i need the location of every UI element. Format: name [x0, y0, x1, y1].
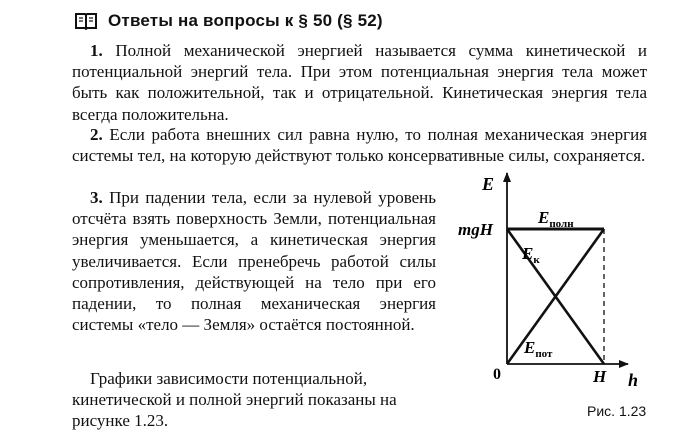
energy-graph: [440, 165, 700, 425]
answer-paragraph-3: [72, 187, 436, 335]
open-book-icon: [74, 12, 98, 30]
total-energy-label: $E_{полн}$: [538, 208, 574, 230]
potential-energy-label: $E_{пот}$: [524, 338, 553, 360]
kinetic-energy-label: $E_к$: [522, 244, 540, 266]
paragraph-text: Графики зависимости потенциальной, кинетической и полной энергий показаны на рисунке 1.23.: [72, 369, 397, 431]
answer-paragraph-1: [72, 40, 647, 125]
figure-reference-paragraph: [72, 368, 436, 432]
answer-paragraph-2: [72, 124, 647, 166]
answer-number: 2.: [90, 125, 103, 144]
section-header: [74, 8, 383, 34]
answer-text: При падении тела, если за нулевой уровень отсчёта взять поверхность Земли, потенциальная энергия уменьшается, а кинетическая энергия увеличивается. Если пренебречь работой силы сопротивления, действующей на тело при его падении, то полная механическая энергия системы «тело — Земля» остаётся постоянной.: [72, 188, 437, 335]
answer-number: 3.: [90, 188, 103, 207]
x-axis-label: h: [628, 370, 639, 390]
answer-number: 1.: [90, 41, 103, 60]
section-title: Ответы на вопросы к § 50 (§ 52): [108, 11, 383, 30]
answer-text: Полной механической энергией называется сумма кинетической и потенциальной энергий тела. При этом потенциальная энергия тела может быть как положительной, так и отрицательной. Кинетическая энергия тела всегда положительна.: [72, 41, 648, 124]
mgh-tick-label: mgH: [458, 220, 493, 239]
figure-caption: Рис. 1.23: [587, 403, 647, 419]
origin-label: 0: [493, 366, 501, 383]
y-axis-label: E: [482, 174, 495, 194]
h-tick-label: H: [593, 367, 607, 386]
answer-text: Если работа внешних сил равна нулю, то полная механическая энергия системы тел, на которую действуют только консервативные силы, сохраняется.: [72, 125, 648, 166]
